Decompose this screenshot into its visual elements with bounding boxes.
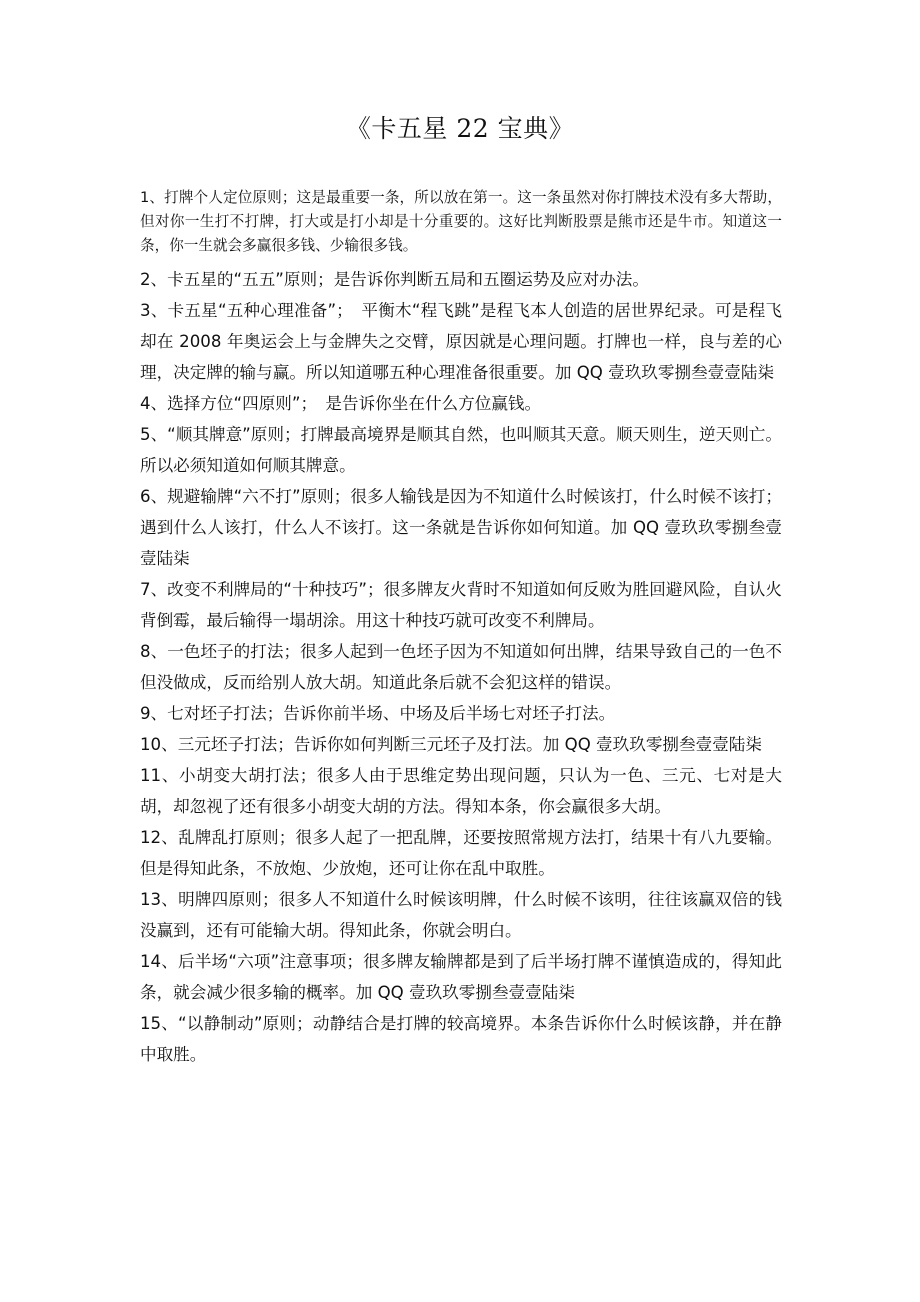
list-item-10: 10、三元坯子打法；告诉你如何判断三元坯子及打法。加 QQ 壹玖玖零捌叁壹壹陆柒 xyxy=(140,735,762,754)
list-item-6: 6、规避输牌“六不打”原则；很多人输钱是因为不知道什么时候该打，什么时候不该打；遇到什么人该打，什么人不该打。这一条就是告诉你如何知道。加 QQ 壹玖玖零捌叁壹壹陆柒 xyxy=(140,487,782,568)
list-item-7: 7、改变不利牌局的“十种技巧”；很多牌友火背时不知道如何反败为胜回避风险，自认火背倒霉，最后输得一塌胡涂。用这十种技巧就可改变不利牌局。 xyxy=(140,580,782,630)
list-item-14: 14、后半场“六项”注意事项；很多牌友输牌都是到了后半场打牌不谨慎造成的，得知此条，就会减少很多输的概率。加 QQ 壹玖玖零捌叁壹壹陆柒 xyxy=(140,952,782,1002)
list-item-12: 12、乱牌乱打原则；很多人起了一把乱牌，还要按照常规方法打，结果十有八九要输。但是得知此条，不放炮、少放炮，还可让你在乱中取胜。 xyxy=(140,828,782,878)
document-title: 《卡五星 22 宝典》 xyxy=(345,114,575,143)
list-item-2: 2、卡五星的“五五”原则；是告诉你判断五局和五圈运势及应对办法。 xyxy=(140,270,649,289)
list-item-13: 13、明牌四原则；很多人不知道什么时候该明牌，什么时候不该明，往往该赢双倍的钱没赢到，还有可能输大胡。得知此条，你就会明白。 xyxy=(140,890,782,940)
list-item-15: 15、“以静制动”原则；动静结合是打牌的较高境界。本条告诉你什么时候该静，并在静中取胜。 xyxy=(140,1014,782,1064)
list-item-11: 11、小胡变大胡打法；很多人由于思维定势出现问题，只认为一色、三元、七对是大胡，却忽视了还有很多小胡变大胡的方法。得知本条，你会赢很多大胡。 xyxy=(140,766,782,816)
list-item-3: 3、卡五星“五种心理准备”； 平衡木“程飞跳”是程飞本人创造的居世界纪录。可是程飞却在 2008 年奥运会上与金牌失之交臂，原因就是心理问题。打牌也一样，良与差的心理，决定牌的输与赢。所以知道哪五种心理准备很重要。加 QQ 壹玖玖零捌叁壹壹陆柒 xyxy=(140,301,782,382)
document-body xyxy=(140,186,782,1070)
list-item-9: 9、七对坯子打法；告诉你前半场、中场及后半场七对坯子打法。 xyxy=(140,704,616,723)
list-item-8: 8、一色坯子的打法；很多人起到一色坯子因为不知道如何出牌，结果导致自己的一色不但没做成，反而给别人放大胡。知道此条后就不会犯这样的错误。 xyxy=(140,642,782,692)
list-item-5: 5、“顺其牌意”原则；打牌最高境界是顺其自然，也叫顺其天意。顺天则生，逆天则亡。所以必须知道如何顺其牌意。 xyxy=(140,425,782,475)
list-item-1: 1、打牌个人定位原则；这是最重要一条，所以放在第一。这一条虽然对你打牌技术没有多大帮助，但对你一生打不打牌，打大或是打小却是十分重要的。这好比判断股票是熊市还是牛市。知道这一条，你一生就会多赢很多钱、少输很多钱。 xyxy=(140,189,782,254)
list-item-4: 4、选择方位“四原则”； 是告诉你坐在什么方位赢钱。 xyxy=(140,394,542,413)
